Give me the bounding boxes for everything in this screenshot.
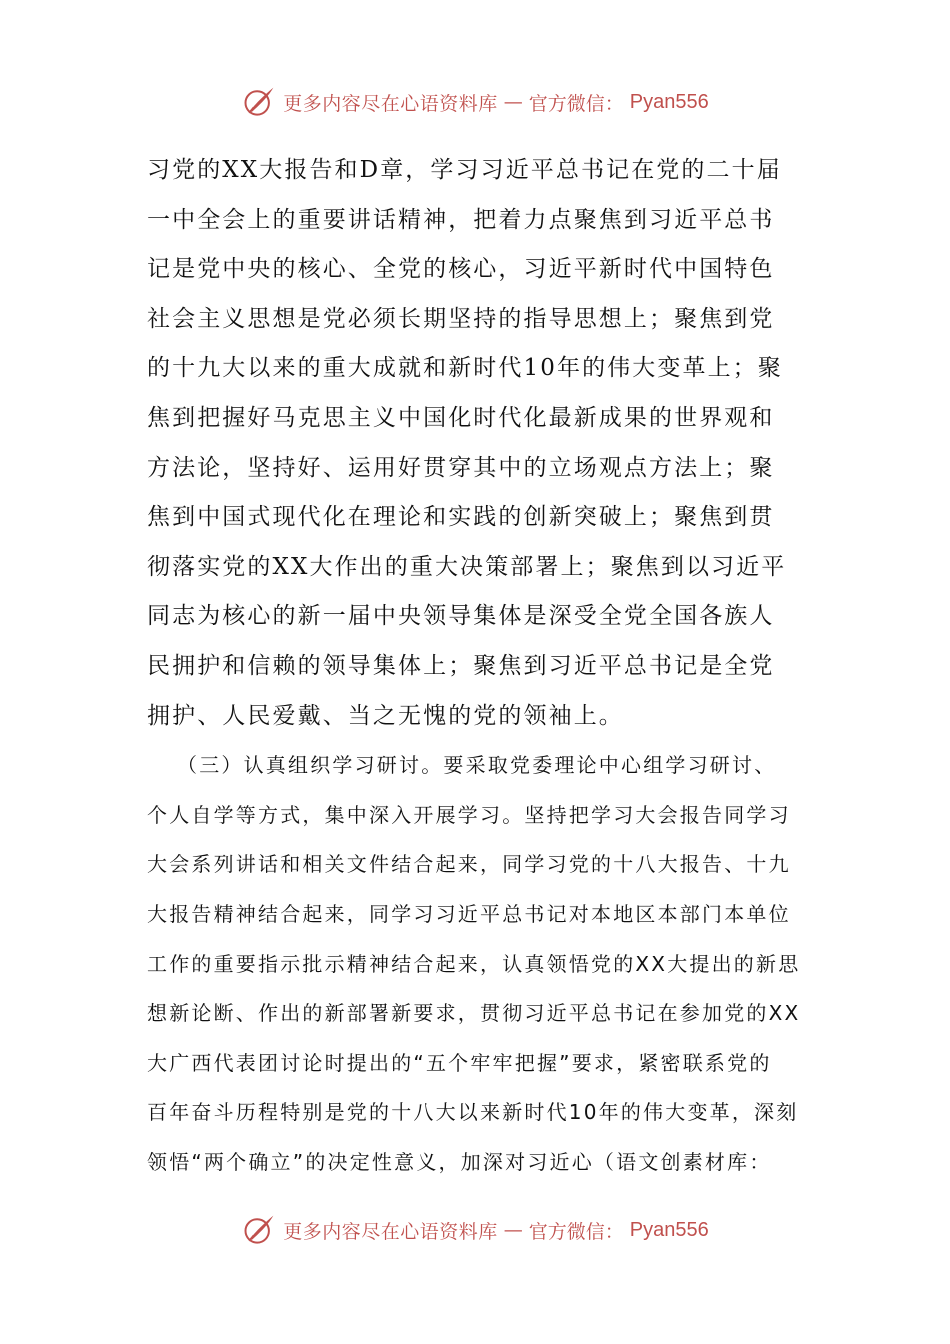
paragraph-1 [147,146,807,741]
watermark-wechat-label: 官方微信： [528,92,624,115]
text-line: 拥护、人民爱戴、当之无愧的党的领袖上。 [147,702,624,729]
text-line: 大会系列讲话和相关文件结合起来，同学习党的十八大报告、十九 [147,852,791,877]
header-watermark [0,80,950,124]
text-line: 焦到把握好马克思主义中国化时代化最新成果的世界观和 [147,404,775,431]
text-line: 领悟“两个确立”的决定性意义，加深对习近心（语文创素材库： [147,1149,772,1174]
text-line: 大广西代表团讨论时提出的“五个牢牢把握”要求，紧密联系党的 [147,1050,772,1075]
text-line: 民拥护和信赖的领导集体上；聚焦到习近平总书记是全党 [147,652,775,679]
text-line: 习党的XX大报告和D章，学习习近平总书记在党的二十届 [147,157,782,183]
quill-logo-icon [241,1212,277,1248]
watermark-wechat-label: 官方微信： [528,1220,624,1243]
text-line: 大报告精神结合起来，同学习习近平总书记对本地区本部门本单位 [147,901,791,926]
text-line: 工作的重要指示批示精神结合起来，认真领悟党的XX大提出的新思 [147,951,801,976]
watermark-text: 更多内容尽在心语资料库 [283,1220,498,1243]
text-line: 想新论断、作出的新部署新要求，贯彻习近平总书记在参加党的XX [147,1001,801,1026]
quill-logo-icon [241,84,277,120]
text-line: 同志为核心的新一届中央领导集体是深受全党全国各族人 [147,603,775,630]
watermark-wechat-id: Pyan556 [629,90,709,113]
watermark-wechat-id: Pyan556 [629,1218,709,1241]
text-line: 方法论，坚持好、运用好贯穿其中的立场观点方法上；聚 [147,454,775,481]
text-line: 社会主义思想是党必须长期坚持的指导思想上；聚焦到党 [147,305,775,332]
footer-watermark [0,1208,950,1252]
paragraph-2 [147,741,807,1187]
text-line: 记是党中央的核心、全党的核心，习近平新时代中国特色 [147,256,775,283]
text-line: （三）认真组织学习研讨。要采取党委理论中心组学习研讨、 [177,753,777,778]
document-body [147,146,807,1187]
watermark-separator: — [503,1219,523,1241]
watermark-text: 更多内容尽在心语资料库 [283,92,498,115]
text-line: 彻落实党的XX大作出的重大决策部署上；聚焦到以习近平 [147,553,787,580]
watermark-separator: — [503,91,523,113]
text-line: 百年奋斗历程特别是党的十八大以来新时代10年的伟大变革，深刻 [147,1100,799,1125]
text-line: 的十九大以来的重大成就和新时代10年的伟大变革上；聚 [147,355,783,382]
text-line: 一中全会上的重要讲话精神，把着力点聚焦到习近平总书 [147,206,775,233]
text-line: 焦到中国式现代化在理论和实践的创新突破上；聚焦到贯 [147,504,775,531]
text-line: 个人自学等方式，集中深入开展学习。坚持把学习大会报告同学习 [147,802,791,827]
